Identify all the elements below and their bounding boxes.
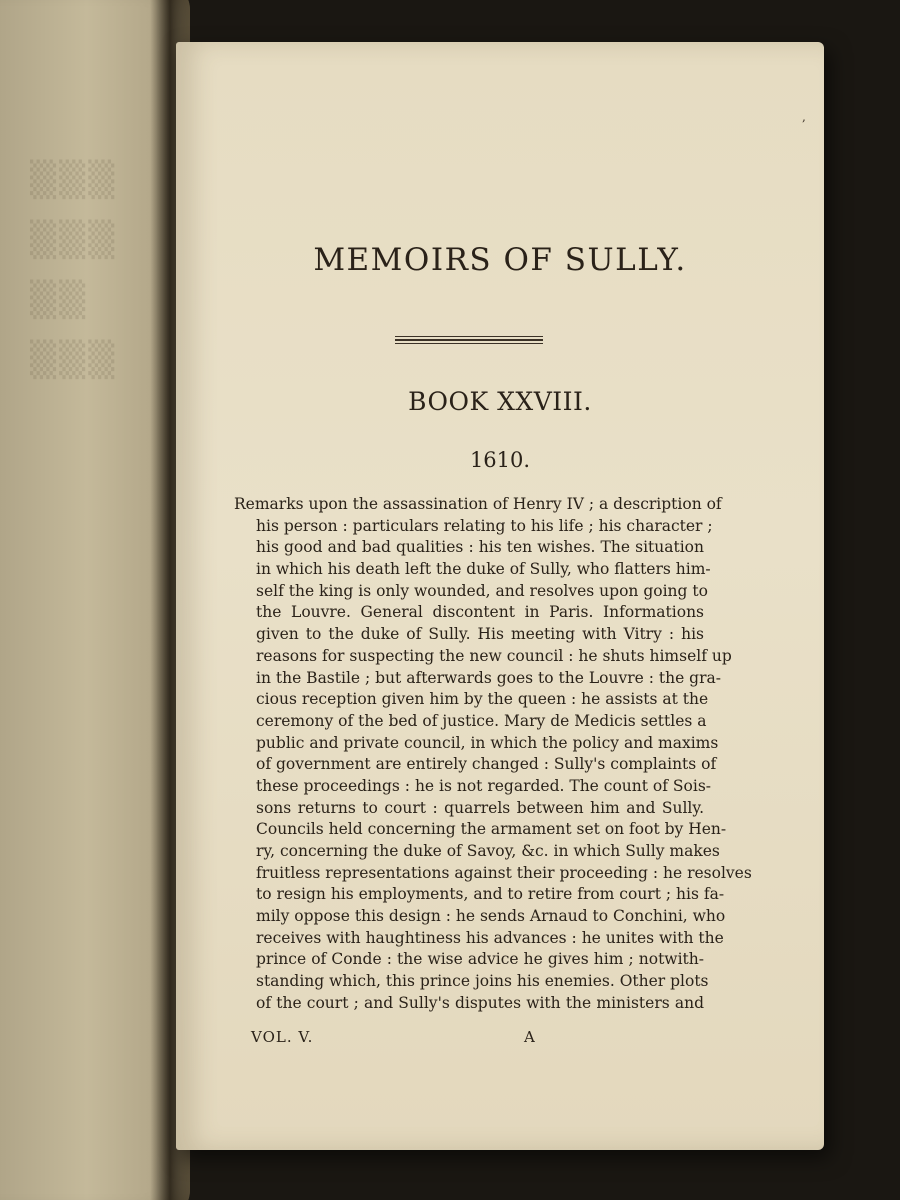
page-title: MEMOIRS OF SULLY. bbox=[313, 242, 687, 278]
summary-line: reasons for suspecting the new council : he shuts himself up bbox=[256, 646, 732, 665]
volume-footer: VOL. V. bbox=[251, 1028, 314, 1046]
summary-line: receives with haughtiness his advances : he unites with the bbox=[256, 928, 724, 947]
summary-line: in which his death left the duke of Sully, who flatters him- bbox=[256, 560, 711, 579]
year-heading: 1610. bbox=[469, 448, 531, 472]
summary-line: prince of Conde : the wise advice he gives him ; notwith- bbox=[256, 950, 704, 969]
summary-line: ceremony of the bed of justice. Mary de Medicis settles a bbox=[256, 711, 707, 730]
summary-line: to resign his employments, and to retire from court ; his fa- bbox=[256, 885, 725, 904]
summary-line: in the Bastile ; but afterwards goes to the Louvre : the gra- bbox=[256, 668, 721, 687]
summary-line: of the court ; and Sully's disputes with the ministers and bbox=[256, 993, 704, 1012]
summary-line: the Louvre. General discontent in Paris. Informations bbox=[256, 603, 704, 622]
book-heading: BOOK XXVIII. bbox=[408, 387, 592, 416]
summary-line: cious reception given him by the queen : he assists at the bbox=[256, 690, 709, 709]
summary-line: fruitless representations against their proceeding : he resolves bbox=[256, 863, 752, 882]
summary-line: Remarks upon the assassination of Henry IV ; a description of bbox=[234, 495, 722, 513]
summary-line: of government are entirely changed : Sully's complaints of bbox=[256, 755, 717, 774]
chapter-summary bbox=[234, 494, 752, 1015]
page-speck: , bbox=[802, 110, 806, 124]
summary-line: public and private council, in which the policy and maxims bbox=[256, 733, 719, 752]
summary-line: standing which, this prince joins his enemies. Other plots bbox=[256, 972, 709, 991]
summary-line: ry, concerning the duke of Savoy, &c. in which Sully makes bbox=[256, 842, 720, 860]
signature-mark: A bbox=[524, 1028, 535, 1046]
summary-line: his person : particulars relating to his life ; his character ; bbox=[256, 516, 713, 535]
decorative-rule bbox=[395, 336, 543, 344]
show-through-text: ▒▒▒ ▒▒▒ ▒▒ ▒▒▒ bbox=[30, 160, 118, 380]
right-page bbox=[176, 42, 824, 1150]
summary-line: these proceedings : he is not regarded. The count of Sois- bbox=[256, 776, 712, 795]
summary-line: Councils held concerning the armament set on foot by Hen- bbox=[256, 820, 727, 839]
summary-line: sons returns to court : quarrels between him and Sully. bbox=[256, 798, 704, 817]
summary-line: mily oppose this design : he sends Arnaud to Conchini, who bbox=[256, 907, 726, 926]
summary-line: given to the duke of Sully. His meeting with Vitry : his bbox=[256, 625, 704, 644]
summary-line: self the king is only wounded, and resolves upon going to bbox=[256, 581, 708, 600]
summary-line: his good and bad qualities : his ten wishes. The situation bbox=[256, 538, 704, 557]
